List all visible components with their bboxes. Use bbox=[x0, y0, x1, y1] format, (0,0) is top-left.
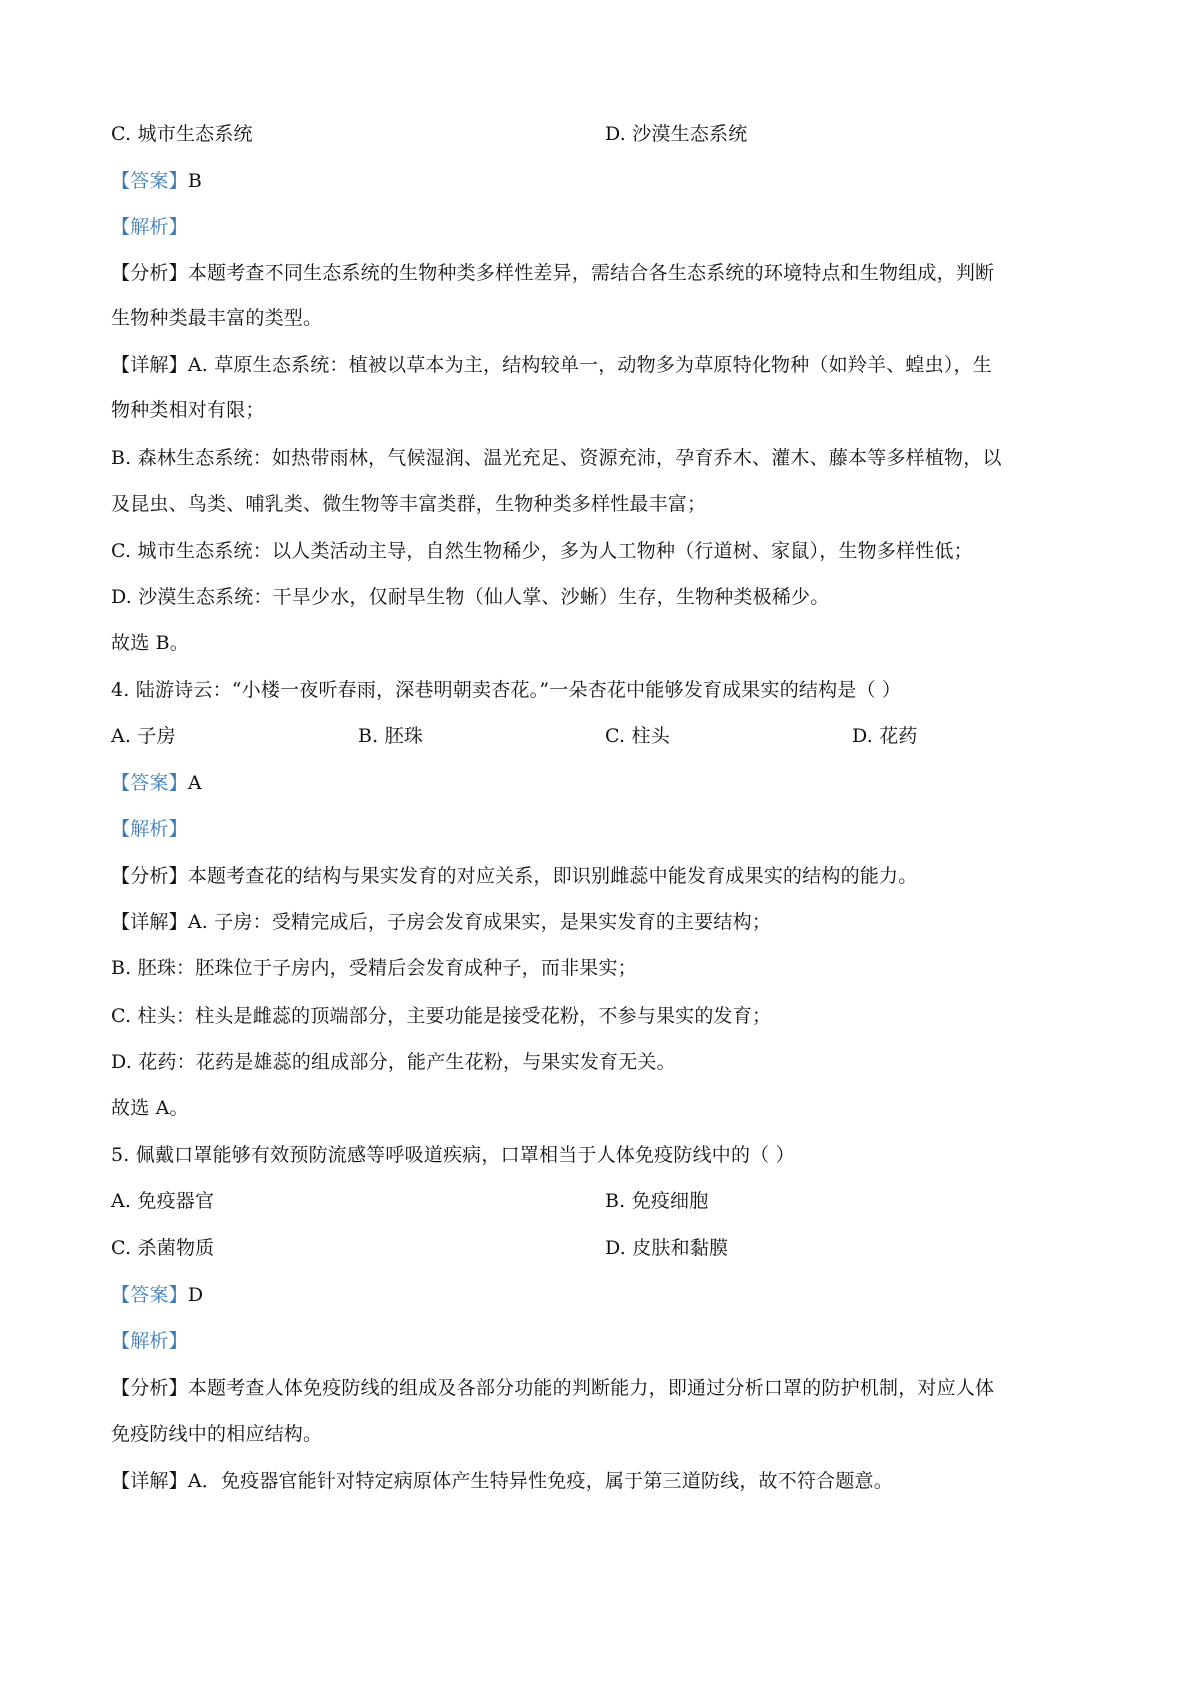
q3-xiangjie-a-line1 bbox=[111, 352, 992, 378]
q4-xiangjie-a-text: A. 子房：受精完成后，子房会发育成果实，是果实发育的主要结构； bbox=[187, 911, 772, 933]
q5-answer: D bbox=[187, 1284, 204, 1306]
fenxi-tag: 【分析】 bbox=[111, 1377, 188, 1399]
q5-answer-line bbox=[111, 1282, 203, 1308]
fenxi-tag: 【分析】 bbox=[111, 865, 188, 887]
q3-fenxi-text: 本题考查不同生态系统的生物种类多样性差异，需结合各生态系统的环境特点和生物组成，判断 bbox=[187, 262, 995, 284]
q5-fenxi-text: 本题考查人体免疫防线的组成及各部分功能的判断能力，即通过分析口罩的防护机制，对应人体 bbox=[187, 1377, 995, 1399]
q3-analysis-tag: 【解析】 bbox=[111, 216, 188, 238]
q4-answer-line bbox=[111, 770, 202, 796]
answer-tag: 【答案】 bbox=[111, 772, 188, 794]
q4-stem: 4. 陆游诗云：“小楼一夜听春雨，深巷明朝卖杏花。”一朵杏花中能够发育成果实的结构是（ ） bbox=[111, 679, 902, 701]
q5-option-b: B. 免疫细胞 bbox=[605, 1190, 709, 1212]
q3-option-d: D. 沙漠生态系统 bbox=[605, 123, 748, 145]
q5-fenxi-line1 bbox=[111, 1375, 994, 1401]
q3-conclusion: 故选 B。 bbox=[111, 632, 190, 654]
q4-option-d: D. 花药 bbox=[852, 725, 918, 747]
q3-xiangjie-d: D. 沙漠生态系统：干旱少水，仅耐旱生物（仙人掌、沙蜥）生存，生物种类极稀少。 bbox=[111, 586, 830, 608]
q5-option-a: A. 免疫器官 bbox=[111, 1190, 215, 1212]
q5-xiangjie-a bbox=[111, 1468, 893, 1494]
q4-conclusion: 故选 A。 bbox=[111, 1097, 189, 1119]
q4-analysis-tag: 【解析】 bbox=[111, 818, 188, 840]
q5-xiangjie-a-text: A．免疫器官能针对特定病原体产生特异性免疫，属于第三道防线，故不符合题意。 bbox=[187, 1470, 893, 1492]
q5-fenxi-line2: 免疫防线中的相应结构。 bbox=[111, 1423, 323, 1445]
xiangjie-tag: 【详解】 bbox=[111, 1470, 188, 1492]
q3-xiangjie-b-line1: B. 森林生态系统：如热带雨林，气候湿润、温光充足、资源充沛，孕育乔木、灌木、藤本等多样植物，以 bbox=[111, 447, 1002, 469]
q4-xiangjie-d: D. 花药：花药是雄蕊的组成部分，能产生花粉，与果实发育无关。 bbox=[111, 1051, 676, 1073]
q5-option-c: C. 杀菌物质 bbox=[111, 1237, 215, 1259]
q4-option-c: C. 柱头 bbox=[605, 725, 670, 747]
q5-option-d: D. 皮肤和黏膜 bbox=[605, 1237, 729, 1259]
q3-xiangjie-a-line2: 物种类相对有限； bbox=[111, 399, 265, 421]
q4-option-b: B. 胚珠 bbox=[358, 725, 424, 747]
q5-analysis-tag: 【解析】 bbox=[111, 1330, 188, 1352]
q3-xiangjie-b-line2: 及昆虫、鸟类、哺乳类、微生物等丰富类群，生物种类多样性最丰富； bbox=[111, 493, 707, 515]
q3-fenxi-line2: 生物种类最丰富的类型。 bbox=[111, 307, 323, 329]
answer-tag: 【答案】 bbox=[111, 170, 188, 192]
q4-xiangjie-b: B. 胚珠：胚珠位于子房内，受精后会发育成种子，而非果实； bbox=[111, 957, 637, 979]
q4-option-a: A. 子房 bbox=[111, 725, 176, 747]
q4-xiangjie-a bbox=[111, 909, 771, 935]
q3-xiangjie-c: C. 城市生态系统：以人类活动主导，自然生物稀少，多为人工物种（行道树、家鼠），生物多样性低； bbox=[111, 540, 973, 562]
q4-fenxi bbox=[111, 863, 917, 889]
q3-fenxi-line1 bbox=[111, 260, 994, 286]
answer-tag: 【答案】 bbox=[111, 1284, 188, 1306]
fenxi-tag: 【分析】 bbox=[111, 262, 188, 284]
xiangjie-tag: 【详解】 bbox=[111, 911, 188, 933]
q4-xiangjie-c: C. 柱头：柱头是雌蕊的顶端部分，主要功能是接受花粉，不参与果实的发育； bbox=[111, 1005, 772, 1027]
q4-answer: A bbox=[187, 772, 202, 794]
q5-stem: 5. 佩戴口罩能够有效预防流感等呼吸道疾病，口罩相当于人体免疫防线中的（ ） bbox=[111, 1144, 795, 1166]
q3-option-c: C. 城市生态系统 bbox=[111, 123, 253, 145]
q3-answer-line bbox=[111, 168, 202, 194]
q3-answer: B bbox=[187, 170, 202, 192]
xiangjie-tag: 【详解】 bbox=[111, 354, 188, 376]
q4-fenxi-text: 本题考查花的结构与果实发育的对应关系，即识别雌蕊中能发育成果实的结构的能力。 bbox=[187, 865, 918, 887]
q3-xiangjie-a-text: A. 草原生态系统：植被以草本为主，结构较单一，动物多为草原特化物种（如羚羊、蝗虫），生 bbox=[187, 354, 992, 376]
